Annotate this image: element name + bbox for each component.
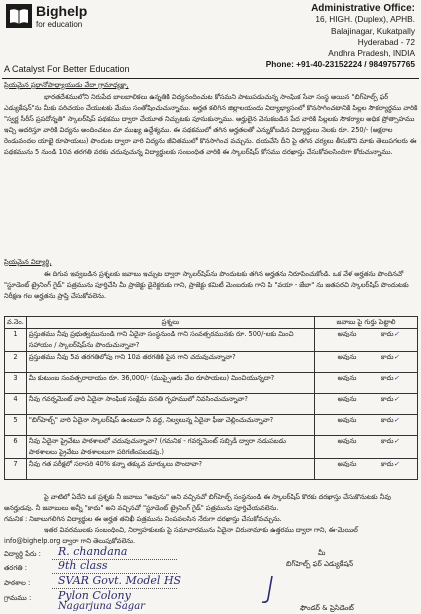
instructions-paragraph: ఈ దిగువ ఇవ్వబడిన ప్రశ్నలకు జవాబు ఇచ్చుట ద్వారా స్కాలర్‌షిప్‌ను పొందుటకు తగిన అర్హతను నిరూపించుకోండి. ఒక వేళ అర్హతను పొందినచో "స్టూడెంట్ ట్రైనింగ్ గైడ్" పత్రమును పూర్తిచేసి మీ ప్రాజెక్టు డైరెక్టరుకు గాని, ప్రాజెక్టు కమిటీ మెంబరుకు గాని పి "వయా - జేబా" ను జతపరచి స్కాలర్‌షిప్ పొందుటకు నిరీక్షణ గల అర్హతను ప్రాప్తి చేసుకోవలెను.: [4, 270, 409, 300]
class-value[interactable]: 9th class: [58, 559, 108, 572]
founder-title: ఫౌండర్ & ప్రెసిడెంట్: [300, 604, 354, 612]
table-row: [5, 372, 418, 393]
yes-option[interactable]: అవును: [337, 436, 357, 445]
no-option[interactable]: [371, 459, 409, 470]
no-option[interactable]: [371, 329, 409, 340]
no-option[interactable]: [371, 352, 409, 363]
check-mark-icon: ✓: [393, 394, 400, 403]
check-mark-icon: ✓: [393, 415, 400, 424]
row-number: 3: [5, 372, 27, 393]
answer-cell[interactable]: [315, 393, 418, 414]
eligibility-note: పై వాటిలో ఏదేని ఒక ప్రశ్నకు నీ జవాబు "అవును" అని వచ్చినచో బిగ్‌హెల్ప్ సంస్థనుండి ఈ స్కాలర్‌షిప్ కొరకు దరఖాస్తు చేసుకొనుటకు నీవు అనర్హుడవు. నీ జవాబులు అన్నీ "కాదు" అని వచ్చినచో "స్టూడెంట్ ట్రైనింగ్ గైడ్" పత్రమును పూర్తిచేయవలెను.: [4, 493, 391, 512]
yes-option[interactable]: అవును: [337, 352, 357, 361]
yes-option[interactable]: అవును: [337, 330, 357, 338]
header-divider: [2, 78, 419, 79]
check-mark-icon: ✓: [393, 459, 400, 468]
answer-cell[interactable]: [315, 414, 418, 435]
book-logo-icon: [6, 4, 32, 28]
class-label: తరగతి :: [4, 564, 28, 572]
row-question: ప్రస్తుతము నీవు 5వ తరగతిలోపు గాని 10వ తరగతికి పైన గాని చదువుచున్నావా?: [26, 351, 314, 372]
row-question: మీ కుటుంబ సంవత్సరాదాయం రూ. 36,000/- (ముప్పైఆరు వేల రూపాయలు) మించియున్నదా?: [26, 372, 314, 393]
row-number: 7: [5, 458, 27, 479]
answer-cell[interactable]: [315, 329, 418, 352]
table-row: [5, 435, 418, 458]
village-value-line2[interactable]: Nagarjuna Sagar: [58, 601, 145, 612]
table-row: [5, 351, 418, 372]
no-label: కాదు: [380, 415, 394, 424]
no-option[interactable]: [371, 394, 409, 405]
school-value[interactable]: SVAR Govt. Model HS: [58, 574, 182, 587]
village-value[interactable]: Pylon Colony: [58, 589, 131, 602]
table-header-row: [5, 317, 418, 329]
row-question: ప్రస్తుతము నీవు ప్రభుత్వమునుండి గాని ఏదైనా సంస్థనుండి గాని సంవత్సరమునకు రూ. 500/-లకు మించి సహాయం / స్కాలర్‌షిప్‌ను పొందుచున్నావా?: [26, 329, 314, 352]
no-label: కాదు: [380, 352, 394, 361]
office-address: [266, 3, 415, 71]
office-line: Hyderabad - 72: [357, 36, 415, 47]
no-option[interactable]: [371, 373, 409, 384]
remark-note: గమనిక : నిజాలుగలిగిన విద్యార్థుల ఈ అర్హత తనిఖీ పత్రమును నింపవలసిన నేరుగా దరఖాస్తు చేసుకోవచ్చును.: [4, 515, 282, 523]
answer-cell[interactable]: [315, 435, 418, 458]
row-number: 2: [5, 351, 27, 372]
no-label: కాదు: [380, 394, 394, 403]
no-label: కాదు: [380, 330, 394, 338]
office-title: Administrative Office:: [311, 3, 415, 14]
greeting-headmaster: ప్రియమైన ప్రధానోపాధ్యాయుడు వేదా గ్రామాధ్యక్షా,: [4, 81, 129, 89]
tagline: A Catalyst For Better Education: [4, 64, 130, 74]
school-label: పాఠశాల :: [4, 579, 31, 587]
table-row: [5, 329, 418, 352]
village-label: గ్రామము :: [4, 594, 32, 602]
yes-option[interactable]: అవును: [337, 373, 357, 382]
office-line: 16, HIGH. (Duplex), APHB.: [315, 14, 415, 25]
office-line: Andhra Pradesh, INDIA: [328, 48, 415, 59]
no-option[interactable]: [371, 415, 409, 426]
handwritten-signature: [258, 575, 278, 605]
row-question: నీవు గవర్నమెంట్ వారి ఏదైనా సాంఘిక సంక్షేమ వసతి గృహములో నివసించుచున్నావా?: [26, 393, 314, 414]
office-line: Balajinagar, Kukatpally: [331, 25, 415, 36]
row-question: "బిగ్‌హెల్ప్" వారి ఏదైనా స్కాలర్‌షిప్ ఉంటుదా నీ వద్ద, నిల్వలున్న ఏదైనా ఫీజు చెల్లించుచున్నావా?: [26, 414, 314, 435]
table-row: [5, 414, 418, 435]
brand-name: Bighelp: [36, 3, 88, 19]
answer-cell[interactable]: [315, 458, 418, 479]
row-question: నీవు గత పరీక్షలో సరాసరి 40% కన్నా తక్కువ మార్కులు పొందావా?: [26, 458, 314, 479]
greeting-student: ప్రియమైన విద్యార్థి,: [4, 258, 52, 266]
no-label: కాదు: [380, 373, 394, 382]
no-option[interactable]: [371, 436, 409, 447]
brand-subtitle: for education: [36, 20, 83, 29]
check-mark-icon: ✓: [393, 373, 400, 382]
table-row: [5, 458, 418, 479]
col-answer-header: జవాబు పై గుర్తు పెట్టాలి: [315, 317, 418, 329]
yes-option[interactable]: అవును: [337, 394, 357, 403]
row-number: 5: [5, 414, 27, 435]
row-number: 1: [5, 329, 27, 352]
eligibility-table: [4, 316, 418, 480]
answer-cell[interactable]: [315, 372, 418, 393]
yes-option[interactable]: అవును: [337, 415, 357, 424]
closing-word: మీ: [318, 549, 326, 557]
student-name-value[interactable]: R. chandana: [58, 545, 128, 558]
col-question-header: ప్రశ్నలు: [26, 317, 314, 329]
contact-note: ఇతర వివరములకు సంబంధించి, నిర్వాహకులకు పై సమాచారమును ఏదైనా చిరునామాకు ఉత్తరము ద్వారా గాని, ఈ-మెయిల్: [44, 526, 358, 534]
check-mark-icon: ✓: [393, 352, 400, 361]
check-mark-icon: ✓: [393, 436, 400, 445]
table-row: [5, 393, 418, 414]
no-label: కాదు: [380, 436, 394, 445]
no-label: కాదు: [380, 459, 394, 468]
check-mark-icon: ✓: [393, 330, 400, 338]
row-question: నీవు ఏదైనా ప్రైవేటు పాఠశాలలో చదువుచున్నావా? (గమనిక - గవర్నమెంట్ సబ్సిడీ ద్వారా నడుపబడు పాఠశాలలు ప్రైవేటు పాఠశాలలుగా పరిగణింపబడవు.): [26, 435, 314, 458]
row-number: 6: [5, 435, 27, 458]
yes-option[interactable]: అవును: [337, 459, 357, 468]
col-number-header: వ.నెం.: [5, 317, 27, 329]
student-name-label: విద్యార్థి పేరు :: [4, 550, 41, 558]
row-number: 4: [5, 393, 27, 414]
intro-paragraph: భారతదేశములోని నిరుపేద బాలబాలికలు ఉన్నతికి విద్యనందించుట కోసమని పాటుపడుచున్న సాంఘిక సేవా సంస్థ అయిన "బిగ్‌హెల్ప్ ఫర్ ఎడ్యుకేషన్"ను మీకు పరిచయం చేయుటకు మేము సంతోషించుచున్నాము. అర్హత కలిగిన జిల్లాలయందు విద్యాభ్యాసంలో కొనసాగించటానికి పిల్లల సౌకర్యార్థము వారికి "స్వర్ణ సీరీస్ ప్రపదోన్నతి" స్కాలర్‌షిప్ పథకము ద్వారా చేయూత నిచ్చుటకు పూనుకున్నాము. అర్హులైన వెనుకబడిన పేద వారికి పిల్లలకు సౌకర్యాల అధిక ప్రోత్సాహము ఇచ్చి ఆదరిస్తూ వారికి విద్యను అందించటం మా ముఖ్య ఉద్దేశ్యము. ఈ పథకములో తగిన అర్హతలతో ఎన్నుకోబడిన విద్యార్థులు నెలకు రూ. 250/- (అక్షరాల రెండువందల యాభై రూపాయలు) పొందుట ద్వారా వారి విద్యను జీవితములో కొనసాగించ వచ్చును. దయచేసి దీని పై తగిన చర్యలు తీసుకొని మాకు తెలుపగలరు ఈ పథకమును 5 నుండి 10వ తరగతి వరకు చదువుచున్న విద్యార్థులకు సంబంధిత వారికి ఈ స్కాలర్‌షిప్ కోసము దరఖాస్తు చేసుకోవలసిందిగా కోరుచున్నాము.: [4, 93, 418, 156]
contact-email: info@bighelp.org ద్వారా గాని తెలుపుకోవలెను.: [4, 537, 136, 545]
closing-org: బిగ్‌హెల్ప్ ఫర్ ఎడ్యుకేషన్: [286, 560, 354, 568]
answer-cell[interactable]: [315, 351, 418, 372]
office-phone: Phone: +91-40-23152224 / 9849757765: [265, 59, 415, 70]
